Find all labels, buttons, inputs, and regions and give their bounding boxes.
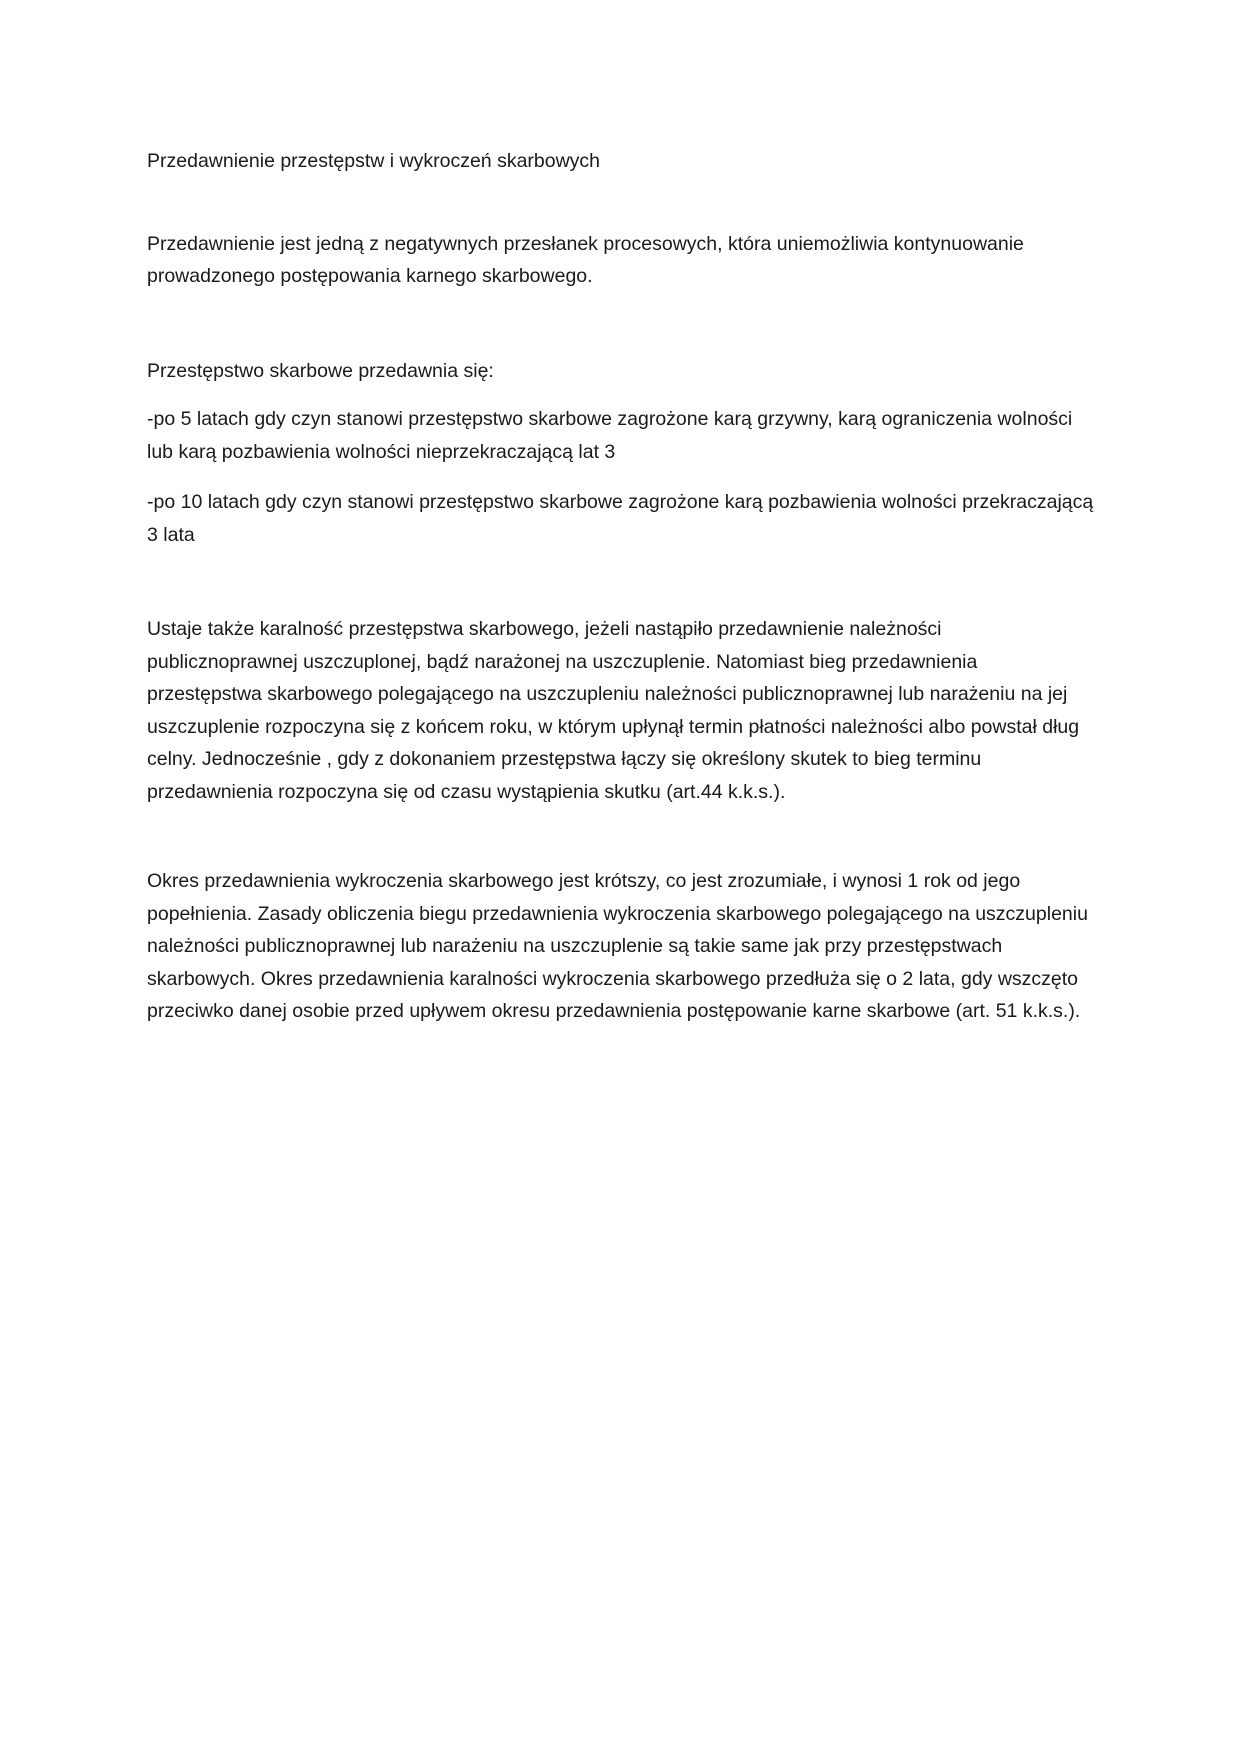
document-title: Przedawnienie przestępstw i wykroczeń skarbowych (147, 150, 601, 172)
list-heading: Przestępstwo skarbowe przedawnia się: (147, 359, 494, 382)
paragraph-karalnosc: Ustaje także karalność przestępstwa skarbowego, jeżeli nastąpiło przedawnienie należności publicznoprawnej uszczuplonej, bądź narażonej na uszczuplenie. Natomiast bieg przedawnienia przestępstwa skarbowego polegającego na uszczupleniu należności publicznoprawnej lub narażeniu na jej uszczuplenie rozpoczyna się z końcem roku, w którym upłynął termin płatności należności albo powstał dług celny. Jednocześnie , gdy z dokonaniem przestępstwa łączy się określony skutek to bieg terminu przedawnienia rozpoczyna się od czasu wystąpienia skutku (art.44 k.k.s.). (147, 618, 1080, 803)
document-body (147, 145, 1097, 1028)
paragraph-wykroczenie: Okres przedawnienia wykroczenia skarbowego jest krótszy, co jest zrozumiałe, i wynosi 1 rok od jego popełnienia. Zasady obliczenia biegu przedawnienia wykroczenia skarbowego polegającego na uszczupleniu należności publicznoprawnej lub narażeniu na uszczuplenie są takie same jak przy przestępstwach skarbowych. Okres przedawnienia karalności wykroczenia skarbowego przedłuża się o 2 lata, gdy wszczęto przeciwko danej osobie przed upływem okresu przedawnienia postępowanie karne skarbowe (art. 51 k.k.s.). (147, 870, 1088, 1022)
list-item-10-years: -po 10 latach gdy czyn stanowi przestępstwo skarbowe zagrożone karą pozbawienia wolności przekraczającą 3 lata (147, 491, 1094, 546)
list-item-5-years: -po 5 latach gdy czyn stanowi przestępstwo skarbowe zagrożone karą grzywny, karą ograniczenia wolności lub karą pozbawienia wolności nieprzekraczającą lat 3 (147, 408, 1073, 463)
intro-paragraph: Przedawnienie jest jedną z negatywnych przesłanek procesowych, która uniemożliwia kontynuowanie prowadzonego postępowania karnego skarbowego. (147, 232, 1024, 287)
